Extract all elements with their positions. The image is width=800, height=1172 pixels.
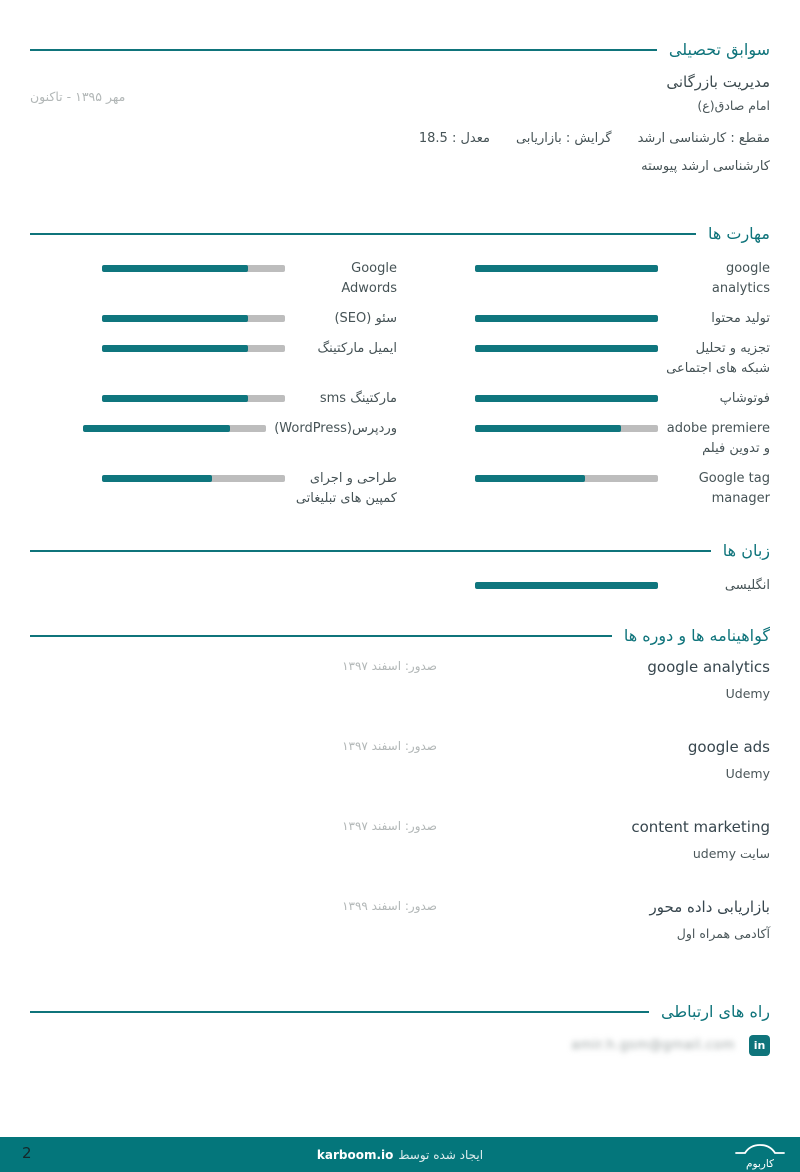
languages-section-rule — [30, 550, 711, 552]
skill-bar-fill — [475, 475, 585, 482]
skill-bar-fill — [102, 315, 248, 322]
education-section-rule — [30, 49, 657, 51]
education-degree: مدیریت بازرگانی — [666, 73, 770, 91]
language-label: انگلیسی — [724, 578, 770, 593]
certificate-issuer: آکادمی همراه اول — [676, 926, 770, 941]
certificate-issuer: Udemy — [725, 686, 770, 701]
skill-bar-fill — [475, 425, 621, 432]
skill-bar — [475, 475, 658, 482]
skill-item — [475, 419, 770, 459]
certificates-list — [30, 657, 770, 942]
certificates-section-header — [30, 626, 770, 645]
skill-bar — [475, 425, 658, 432]
skill-bar-fill — [102, 395, 248, 402]
certificate-entry — [30, 657, 770, 702]
education-section-title: سوابق تحصیلی — [668, 40, 770, 59]
karboom-logo-car-icon — [732, 1142, 788, 1155]
skill-bar — [475, 315, 658, 322]
contact-row — [30, 1035, 770, 1056]
skill-bar-fill — [475, 265, 658, 272]
skill-bar-fill — [83, 425, 229, 432]
skill-item — [102, 469, 397, 509]
certificate-name: google analytics — [647, 658, 770, 676]
skill-label: ایمیل مارکتینگ — [317, 341, 397, 356]
skill-item — [475, 339, 770, 379]
certificate-entry — [30, 817, 770, 862]
skills-section-rule — [30, 233, 696, 235]
certificates-section-rule — [30, 635, 612, 637]
karboom-logo-text: کاربوم — [745, 1158, 775, 1170]
certificate-issuer: Udemy — [725, 766, 770, 781]
certificate-issuer: سایت udemy — [692, 846, 770, 861]
language-bar — [475, 582, 658, 589]
skills-grid — [30, 259, 770, 509]
skill-bar-fill — [475, 345, 658, 352]
skill-label: Google Adwords — [341, 261, 397, 296]
footer-bar — [0, 1137, 800, 1172]
certificate-entry — [30, 737, 770, 782]
language-item — [475, 576, 770, 596]
certificate-name: google ads — [687, 738, 770, 756]
certificate-name: بازاریابی داده محور — [649, 898, 770, 916]
skill-bar — [475, 265, 658, 272]
skill-bar-fill — [102, 345, 248, 352]
skill-bar — [102, 475, 285, 482]
skill-item — [475, 309, 770, 329]
skill-label: adobe premiere و تدوین فیلم — [666, 421, 770, 456]
education-entry — [30, 73, 770, 174]
skill-item — [475, 469, 770, 509]
skill-item — [475, 389, 770, 409]
skill-item — [102, 389, 397, 409]
skill-label: وردپرس(WordPress) — [274, 421, 397, 436]
skill-label: طراحی و اجرای کمپین های تبلیغاتی — [295, 471, 397, 506]
certificate-name: content marketing — [631, 818, 770, 836]
linkedin-icon[interactable]: in — [749, 1035, 770, 1056]
skill-item — [102, 419, 397, 459]
education-major: گرایش : بازاریابی — [515, 131, 612, 146]
skill-label: google analytics — [711, 261, 770, 296]
skill-item — [475, 259, 770, 299]
education-section-header — [30, 40, 770, 59]
languages-grid — [30, 576, 770, 596]
education-gpa: معدل : 18.5 — [418, 131, 490, 146]
skill-bar — [102, 345, 285, 352]
skill-bar — [475, 395, 658, 402]
skill-label: sms مارکتینگ — [319, 391, 397, 406]
skill-bar-fill — [475, 395, 658, 402]
email-redacted[interactable]: amir.h.gsm@gmail.com — [571, 1038, 735, 1053]
skill-bar — [475, 345, 658, 352]
page-content — [0, 40, 800, 1056]
skill-label: سئو (SEO) — [334, 311, 397, 326]
certificate-issue-date: صدور: اسفند ۱۳۹۷ — [342, 659, 437, 673]
skills-section-header — [30, 224, 770, 243]
skill-bar-fill — [102, 475, 212, 482]
certificate-issue-date: صدور: اسفند ۱۳۹۷ — [342, 819, 437, 833]
skills-section-title: مهارت ها — [707, 224, 770, 243]
skill-bar — [102, 315, 285, 322]
skill-bar — [102, 265, 285, 272]
skill-label: Google tag manager — [698, 471, 770, 506]
education-degree-level: مقطع : کارشناسی ارشد — [637, 131, 770, 146]
skill-item — [102, 309, 397, 329]
skill-label: فوتوشاپ — [719, 391, 770, 406]
resume-page — [0, 40, 800, 1172]
footer-created-by-text: ایجاد شده توسط — [398, 1147, 484, 1162]
skill-bar — [83, 425, 266, 432]
contact-section-title: راه های ارتباطی — [661, 1002, 770, 1021]
contact-section-header — [30, 1002, 770, 1021]
education-note: کارشناسی ارشد پیوسته — [641, 159, 770, 174]
language-bar-fill — [475, 582, 658, 589]
footer-site-link[interactable]: karboom.io — [316, 1147, 394, 1162]
certificate-entry — [30, 897, 770, 942]
education-date-range: مهر ۱۳۹۵ - تاکنون — [30, 89, 126, 104]
education-details-row — [30, 131, 770, 146]
contact-section-rule — [30, 1011, 649, 1013]
certificate-issue-date: صدور: اسفند ۱۳۹۹ — [342, 899, 437, 913]
skill-item — [102, 259, 397, 299]
certificates-section-title: گواهینامه ها و دوره ها — [623, 626, 770, 645]
education-institution: امام صادق(ع) — [697, 98, 770, 113]
skill-bar-fill — [102, 265, 248, 272]
karboom-logo — [732, 1140, 788, 1170]
skill-label: تجزیه و تحلیل شبکه های اجتماعی — [666, 341, 770, 376]
languages-section-header — [30, 541, 770, 560]
skill-bar-fill — [475, 315, 658, 322]
page-number: 2 — [22, 1144, 32, 1162]
languages-section-title: زبان ها — [722, 541, 770, 560]
footer-credit — [317, 1148, 483, 1162]
skill-bar — [102, 395, 285, 402]
certificate-issue-date: صدور: اسفند ۱۳۹۷ — [342, 739, 437, 753]
skill-item — [102, 339, 397, 379]
skill-label: تولید محتوا — [711, 311, 770, 326]
